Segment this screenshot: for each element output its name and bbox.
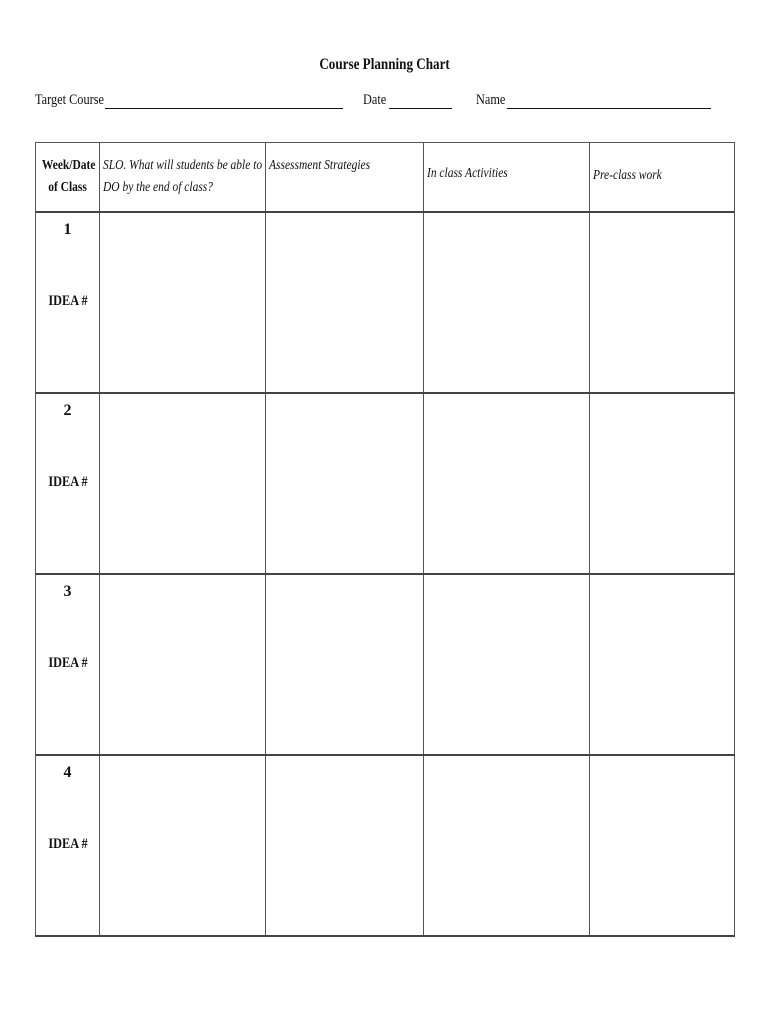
week-cell bbox=[36, 212, 100, 393]
week-number: 4 bbox=[63, 763, 72, 781]
header-week-date: Week/Date of Class bbox=[36, 143, 100, 212]
header-slo: SLO. What will students be able to DO by the end of class? bbox=[100, 143, 266, 212]
slo-cell[interactable] bbox=[100, 212, 266, 393]
assessment-cell[interactable] bbox=[266, 393, 423, 574]
week-number: 3 bbox=[63, 582, 72, 600]
target-course-label: Target Course bbox=[35, 92, 104, 108]
in-class-cell[interactable] bbox=[423, 755, 589, 936]
table-header-row bbox=[36, 143, 735, 212]
idea-label: IDEA # bbox=[47, 835, 88, 852]
header-in-class: In class Activities bbox=[423, 143, 589, 212]
week-number: 2 bbox=[63, 401, 72, 419]
in-class-cell[interactable] bbox=[423, 574, 589, 755]
date-label: Date bbox=[363, 92, 387, 108]
idea-label: IDEA # bbox=[47, 473, 88, 490]
pre-class-cell[interactable] bbox=[589, 755, 734, 936]
in-class-cell[interactable] bbox=[423, 212, 589, 393]
name-label: Name bbox=[476, 92, 506, 108]
table-row bbox=[36, 755, 735, 936]
assessment-cell[interactable] bbox=[266, 212, 423, 393]
planning-table bbox=[35, 142, 735, 937]
assessment-cell[interactable] bbox=[266, 755, 423, 936]
table-row bbox=[36, 212, 735, 393]
week-cell bbox=[36, 755, 100, 936]
header-pre-class: Pre-class work bbox=[589, 143, 734, 212]
target-course-field bbox=[35, 92, 119, 109]
pre-class-cell[interactable] bbox=[589, 212, 734, 393]
slo-cell[interactable] bbox=[100, 393, 266, 574]
slo-cell[interactable] bbox=[100, 755, 266, 936]
week-cell bbox=[36, 393, 100, 574]
pre-class-cell[interactable] bbox=[589, 574, 734, 755]
date-field bbox=[363, 92, 391, 109]
table-row bbox=[36, 574, 735, 755]
document-title: Course Planning Chart bbox=[319, 56, 451, 73]
slo-cell[interactable] bbox=[100, 574, 266, 755]
pre-class-cell[interactable] bbox=[589, 393, 734, 574]
header-assessment: Assessment Strategies bbox=[266, 143, 423, 212]
target-course-blank[interactable] bbox=[105, 108, 343, 109]
date-blank[interactable] bbox=[389, 108, 452, 109]
week-cell bbox=[36, 574, 100, 755]
header-fields bbox=[35, 92, 735, 114]
week-number: 1 bbox=[63, 220, 72, 238]
idea-label: IDEA # bbox=[47, 654, 88, 671]
in-class-cell[interactable] bbox=[423, 393, 589, 574]
assessment-cell[interactable] bbox=[266, 574, 423, 755]
name-field bbox=[476, 92, 512, 109]
table-row bbox=[36, 393, 735, 574]
name-blank[interactable] bbox=[507, 108, 711, 109]
idea-label: IDEA # bbox=[47, 292, 88, 309]
